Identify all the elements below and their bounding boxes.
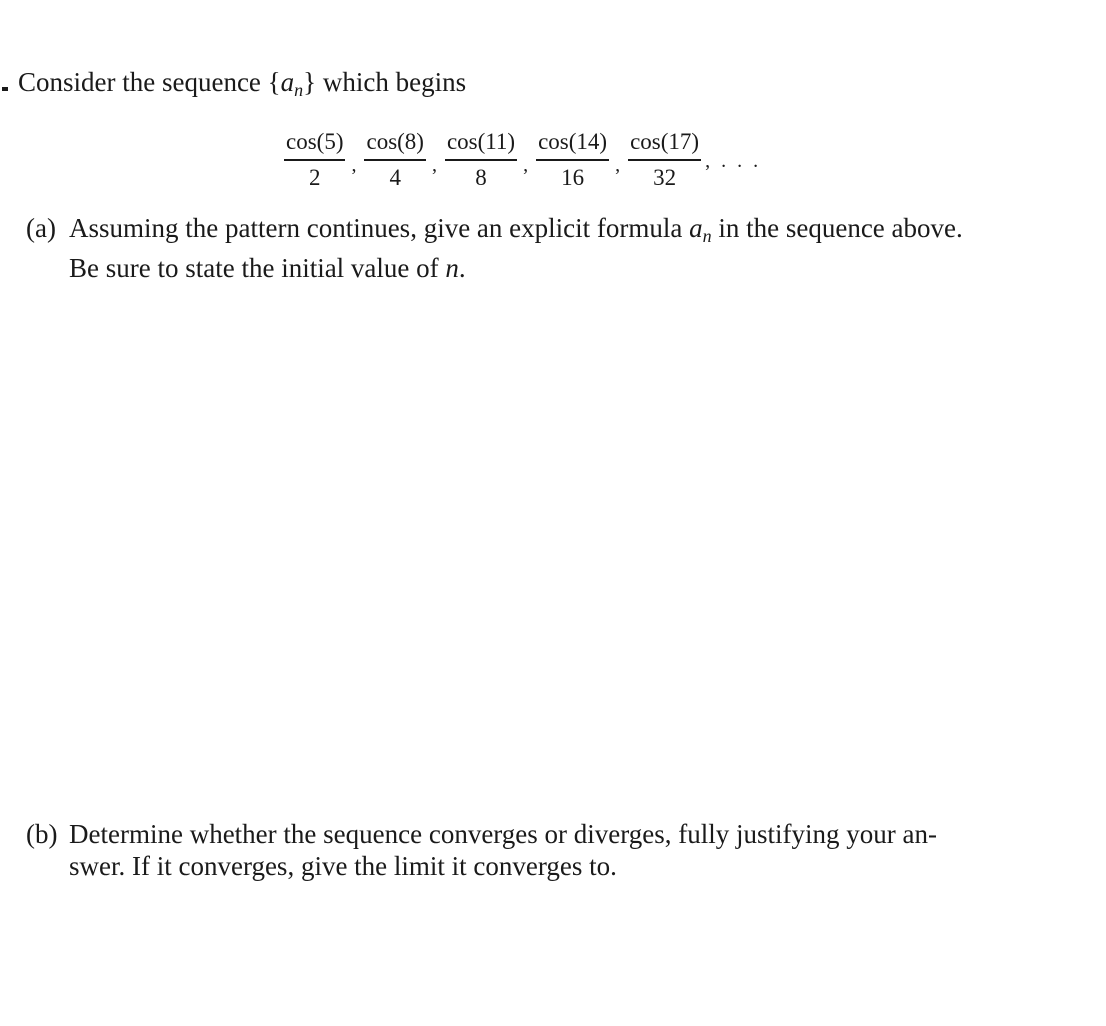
- part-a-subscript: n: [702, 226, 712, 246]
- part-a-text: [69, 212, 963, 284]
- term-numerator: cos(5): [286, 129, 344, 154]
- part-b-label: (b): [26, 819, 58, 849]
- part-a-line-2-pre: Be sure to state the initial value of: [69, 253, 446, 283]
- sequence-ellipsis: , . . .: [705, 150, 762, 172]
- intro-variable: a: [280, 67, 295, 97]
- intro-text-post: } which begins: [303, 67, 467, 97]
- part-a-line-2-post: .: [458, 253, 466, 283]
- term-separator: ,: [351, 154, 357, 176]
- part-b-line-2: swer. If it converges, give the limit it converges to.: [69, 851, 617, 881]
- term-separator: ,: [523, 154, 529, 176]
- part-a-line-1-post: in the sequence above.: [711, 213, 963, 243]
- intro-text-pre: Consider the sequence {: [18, 67, 281, 97]
- problem-number-marker: [2, 87, 8, 91]
- sequence-term: [445, 128, 517, 193]
- term-denominator: 8: [475, 164, 487, 190]
- part-a-line-1-pre: Assuming the pattern continues, give an explicit formula: [69, 213, 690, 243]
- sequence-term: [284, 128, 345, 193]
- term-denominator: 2: [308, 164, 321, 190]
- part-a-n-variable: n: [445, 253, 459, 283]
- term-numerator: cos(14): [538, 129, 608, 154]
- intro-subscript: n: [294, 80, 304, 100]
- term-separator: ,: [431, 154, 437, 176]
- term-numerator: cos(11): [446, 129, 516, 154]
- sequence-term: [628, 128, 701, 193]
- part-b-line-1: Determine whether the sequence converges or diverges, fully justifying your an-: [69, 819, 937, 849]
- problem-intro: [18, 64, 466, 108]
- part-b: [26, 818, 1086, 888]
- sequence-display: [282, 128, 761, 198]
- sequence-term: [536, 128, 609, 193]
- part-a-variable: a: [689, 213, 703, 243]
- term-denominator: 16: [561, 164, 585, 190]
- term-separator: ,: [615, 154, 621, 176]
- part-b-text: [69, 818, 937, 882]
- term-numerator: cos(17): [630, 129, 700, 154]
- sequence-term: [364, 128, 425, 193]
- part-a-line-2: [69, 252, 963, 284]
- term-numerator: cos(8): [366, 129, 424, 154]
- part-a: [26, 212, 1086, 282]
- part-a-label: (a): [26, 213, 56, 243]
- term-denominator: 4: [389, 164, 401, 190]
- term-denominator: 32: [653, 164, 677, 190]
- part-a-line-1: [69, 212, 963, 252]
